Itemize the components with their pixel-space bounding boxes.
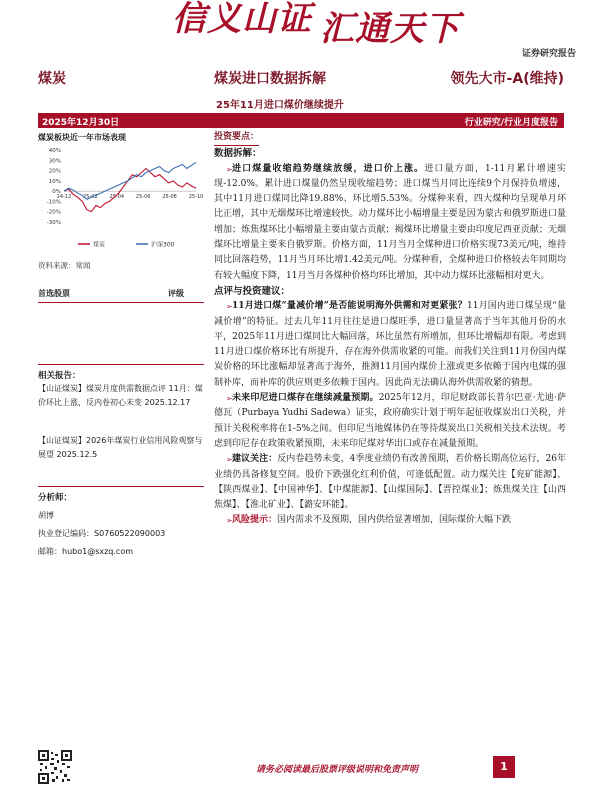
brand-slogan-part1: 信义山证 [172, 0, 312, 39]
para-body: 反内卷趋势未变，4季度业绩仍有改善预期，若价格长期高位运行，26年业绩仍具备修复空间。股价下跌强化红利价值，可逢低配置。动力煤关注【兖矿能源】、【陕西煤业】、【中国神华】、【中煤能源】、【山煤国际】、【晋控煤业】；炼焦煤关注【山西焦煤】、【淮北矿业】、【潞安环能】。 [214, 454, 566, 511]
chart-source: 资料来源：常闻 [38, 261, 91, 270]
data-breakdown-heading: 数据拆解： [214, 148, 262, 160]
para-lead: 风险提示： [232, 515, 278, 526]
series-line-coal [64, 169, 196, 212]
x-tick-label: 25-08 [162, 194, 177, 201]
paragraph-indonesia [214, 391, 566, 452]
related-report-link[interactable]: 【山证煤炭】煤炭月度供需数据点评 11月：煤价环比上涨，反内卷初心未变 2025.12.17 [38, 384, 203, 407]
analyst-email[interactable]: 邮箱：hubo1@sxzq.com [38, 547, 134, 556]
page-header [0, 0, 600, 66]
market-performance-chart [38, 144, 204, 256]
x-tick-label: 25-02 [83, 194, 98, 201]
para-lead: 进口煤量收缩趋势继续放缓，进口价上涨。 [232, 163, 425, 174]
left-sidebar [38, 128, 204, 760]
y-tick-label: 40% [48, 148, 61, 154]
para-lead: 建议关注： [232, 454, 278, 465]
rating-column-label: 评级 [168, 289, 184, 298]
paragraph-risk [214, 513, 566, 528]
disclaimer-text: 请务必阅读最后股票评级说明和免责声明 [256, 765, 419, 775]
preferred-stocks-label: 首选股票 [38, 289, 70, 298]
legend-label: 煤炭 [93, 241, 106, 249]
x-tick-label: 25-06 [135, 194, 151, 201]
y-tick-label: 20% [48, 168, 61, 175]
report-subtitle: 25年11月进口煤价继续提升 [216, 100, 344, 111]
report-title: 煤炭进口数据拆解 [214, 71, 326, 87]
para-body: 国内需求不及预期，国内供给显著增加，国际煤价大幅下跌 [277, 515, 512, 526]
paragraph-volume-price [214, 299, 566, 391]
y-tick-label: -30% [46, 220, 61, 226]
rating-label: 领先大市-A(维持) [450, 71, 564, 87]
date-category-bar [38, 113, 564, 128]
related-reports-title: 相关报告： [38, 364, 204, 381]
legend-label: 沪深300 [151, 241, 175, 249]
para-lead: 11月进口煤“量减价增”是否能说明海外供需和对更紧张？ [232, 301, 467, 312]
y-tick-label: 10% [48, 178, 61, 185]
preferred-stocks-header [38, 288, 204, 303]
chart-svg [38, 144, 204, 256]
report-category: 行业研究/行业月度报告 [464, 118, 558, 128]
y-tick-label: 0% [52, 189, 61, 196]
x-tick-label: 24-12 [56, 194, 72, 201]
review-heading: 点评与投资建议： [214, 285, 291, 297]
report-type-label: 证券研究报告 [521, 49, 576, 59]
arrow-bullet-icon: ➢ [226, 394, 233, 404]
paragraph-import-volume [214, 162, 566, 284]
analyst-title: 分析师： [38, 486, 204, 503]
related-report-link[interactable]: 【山证煤炭】2026年煤炭行业信用风险观察与展望 2025.12.5 [38, 436, 203, 459]
arrow-bullet-icon: ➢ [226, 302, 233, 312]
x-tick-label: 25-10 [188, 194, 204, 201]
chart-title: 煤炭板块近一年市场表现 [38, 133, 126, 142]
para-body: 进口量方面，1-11月累计增速实现-12.0%。累计进口煤量仍然呈现收缩趋势；进口煤当月同比连续9个月保持负增速，其中11月进口煤同比降19.88%、环比增5.53%。分煤种来看，四大煤种均呈现单月环比正增，其中无烟煤环比增速较快。动力煤环比小幅增量主要是因为蒙古和俄罗斯进口量增加；炼焦煤环比小幅增量主要由蒙古贡献；褐煤环比增量主要由印度尼西亚贡献；无烟煤环比增量主要来自俄罗斯。价格方面，11月当月全煤种进口价格实现73美元/吨，维持同比回落趋势，11月当月环比增1.42美元/吨。分煤种看，全煤种进口价格较去年同期均有较大幅度下降，11月当月各煤种价格均环比增加，其中动力煤环比涨幅相对更大。 [214, 163, 566, 281]
para-body: 11月国内进口煤呈现“量减价增”的特征。过去几年11月往往是进口煤旺季，进口量显著高于当年其他月份的水平，2025年11月进口煤同比大幅回落，环比虽然有所增加，但环比增幅却有限。考虑到11月进口煤价格环比有所提升，存在海外供需收紧的可能。而我们关注到11月份国内煤炭价格的环比涨幅却显著高于海外，推测11月国内煤价上涨或更多依赖于国内电煤的强制补库，而补库的供应则更多依赖于国内。因此尚无法确认海外供需收紧的猜想。 [214, 301, 566, 388]
analyst-name: 胡博 [38, 511, 54, 520]
investment-points-heading: 投资要点： [214, 130, 259, 146]
y-tick-label: 30% [48, 158, 61, 165]
arrow-bullet-icon: ➢ [226, 516, 233, 526]
title-row [38, 68, 564, 92]
page-number: 1 [493, 756, 515, 778]
paragraph-recommendation [214, 452, 566, 513]
qr-code-icon [38, 750, 72, 784]
para-body: 2025年12月，印尼财政部长普尔巴亚·尤迪·萨德瓦（Purbaya Yudhi Sadewa）证实，政府确实计划于明年起征收煤炭出口关税，并预计关税税率将在1-5%之间。但印尼当地媒体仍在等待煤炭出口关税相关技术法规。考虑到印尼存在政策收紧预期，未来印尼煤对华出口或存在减量预期。 [214, 393, 566, 449]
main-content [214, 130, 566, 529]
analyst-registration: 执业登记编码：S0760522090003 [38, 529, 166, 538]
page-footer [0, 750, 600, 800]
x-tick-label: 25-04 [109, 194, 125, 201]
report-date: 2025年12月30日 [42, 118, 120, 128]
para-lead: 未来印尼进口煤存在继续减量预期。 [232, 393, 379, 404]
industry-label: 煤炭 [38, 71, 66, 87]
y-tick-label: -20% [46, 209, 61, 216]
y-tick-label: -10% [46, 199, 61, 206]
brand-slogan-part2: 汇通天下 [320, 9, 460, 49]
arrow-bullet-icon: ➢ [226, 455, 233, 465]
arrow-bullet-icon: ➢ [226, 164, 233, 174]
